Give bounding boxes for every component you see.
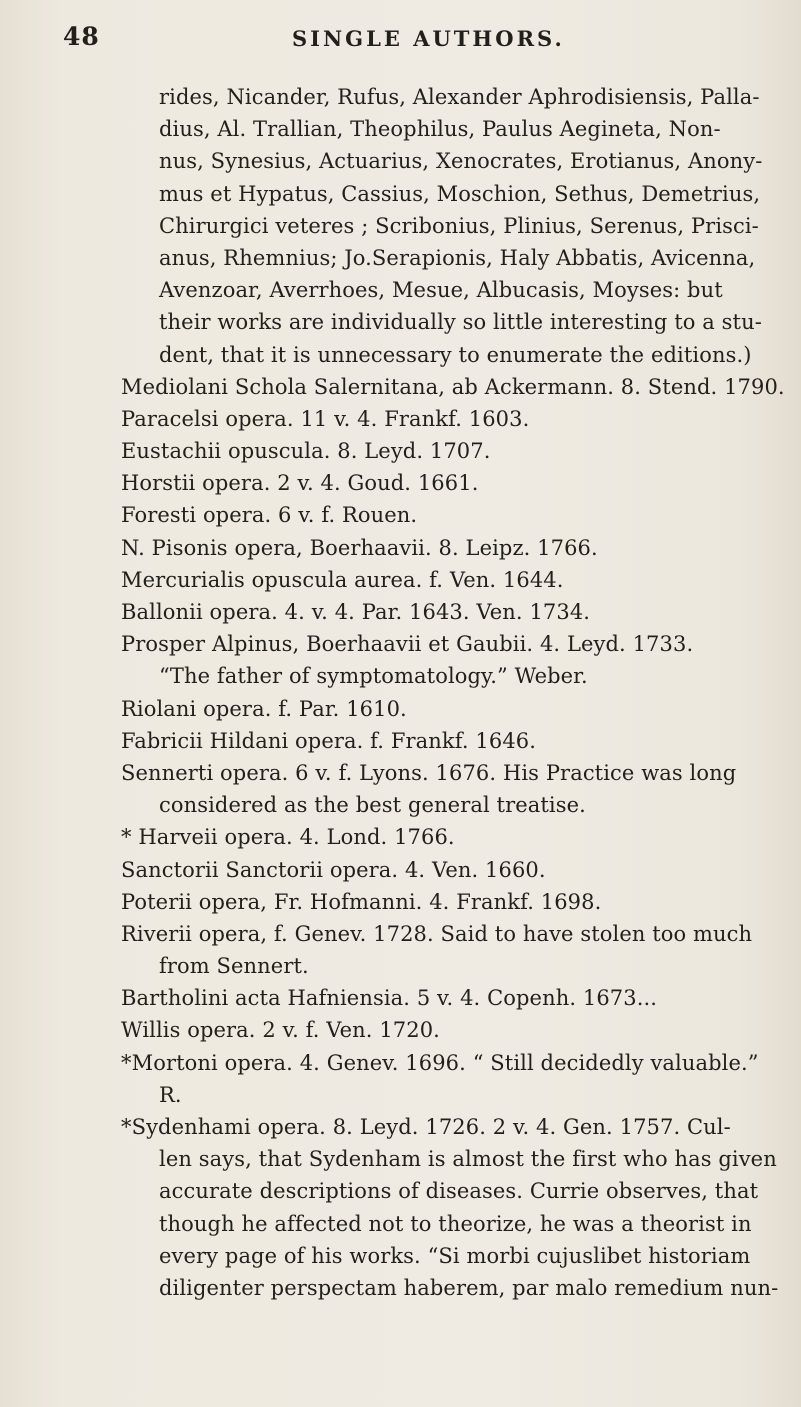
text-line: from Sennert. bbox=[159, 954, 309, 979]
text-line: Chirurgici veteres ; Scribonius, Plinius, Serenus, Prisci- bbox=[159, 213, 759, 238]
text-line: Riolani opera. f. Par. 1610. bbox=[121, 696, 407, 721]
text-line: though he affected not to theorize, he was a theorist in bbox=[159, 1211, 752, 1236]
text-line: Horstii opera. 2 v. 4. Goud. 1661. bbox=[121, 471, 479, 496]
text-line: considered as the best general treatise. bbox=[159, 793, 586, 818]
text-line: * Harveii opera. 4. Lond. 1766. bbox=[121, 825, 455, 850]
text-line: *Mortoni opera. 4. Genev. 1696. “ Still decidedly valuable.” bbox=[121, 1050, 759, 1075]
page-header bbox=[0, 22, 801, 52]
text-line: Riverii opera, f. Genev. 1728. Said to have stolen too much bbox=[121, 921, 753, 946]
text-line: Bartholini acta Hafniensia. 5 v. 4. Copenh. 1673... bbox=[121, 986, 658, 1011]
text-line: *Sydenhami opera. 8. Leyd. 1726. 2 v. 4. Gen. 1757. Cul- bbox=[121, 1115, 731, 1139]
running-head: SINGLE AUTHORS. bbox=[292, 26, 565, 51]
text-line: nus, Synesius, Actuarius, Xenocrates, Erotianus, Anony- bbox=[159, 149, 763, 174]
text-line: anus, Rhemnius; Jo.Serapionis, Haly Abbatis, Avicenna, bbox=[159, 245, 756, 270]
text-line: len says, that Sydenham is almost the first who has given bbox=[159, 1147, 777, 1172]
text-line: Mercurialis opuscula aurea. f. Ven. 1644. bbox=[121, 567, 564, 592]
text-line: Sennerti opera. 6 v. f. Lyons. 1676. His Practice was long bbox=[121, 760, 737, 785]
text-line: Paracelsi opera. 11 v. 4. Frankf. 1603. bbox=[121, 406, 530, 431]
text-line: “The father of symptomatology.” Weber. bbox=[159, 664, 588, 689]
text-line: Willis opera. 2 v. f. Ven. 1720. bbox=[121, 1018, 440, 1043]
text-line: N. Pisonis opera, Boerhaavii. 8. Leipz. 1766. bbox=[121, 535, 598, 560]
text-line: Avenzoar, Averrhoes, Mesue, Albucasis, Moyses: but bbox=[159, 278, 723, 303]
text-line: Ballonii opera. 4. v. 4. Par. 1643. Ven. 1734. bbox=[121, 600, 591, 624]
text-line: dent, that it is unnecessary to enumerate the editions.) bbox=[159, 342, 752, 367]
text-line: every page of his works. “Si morbi cujuslibet historiam bbox=[159, 1243, 751, 1268]
text-line: Poterii opera, Fr. Hofmanni. 4. Frankf. 1698. bbox=[121, 889, 602, 914]
text-line: diligenter perspectam haberem, par malo remedium nun- bbox=[159, 1275, 779, 1300]
text-line: Eustachii opuscula. 8. Leyd. 1707. bbox=[121, 439, 491, 464]
text-line: mus et Hypatus, Cassius, Moschion, Sethus, Demetrius, bbox=[159, 181, 761, 206]
text-line: dius, Al. Trallian, Theophilus, Paulus Aegineta, Non- bbox=[159, 117, 721, 142]
text-line: Mediolani Schola Salernitana, ab Ackermann. 8. Stend. 1790. bbox=[121, 374, 785, 399]
page-number: 48 bbox=[63, 22, 100, 51]
text-line: Prosper Alpinus, Boerhaavii et Gaubii. 4. Leyd. 1733. bbox=[121, 632, 694, 657]
text-line: Fabricii Hildani opera. f. Frankf. 1646. bbox=[121, 728, 537, 753]
text-line: rides, Nicander, Rufus, Alexander Aphrodisiensis, Palla- bbox=[159, 85, 760, 109]
text-line: their works are individually so little interesting to a stu- bbox=[159, 310, 762, 335]
body-text bbox=[121, 81, 789, 1304]
text-line: Foresti opera. 6 v. f. Rouen. bbox=[121, 503, 418, 528]
text-line: Sanctorii Sanctorii opera. 4. Ven. 1660. bbox=[121, 857, 546, 882]
text-line: accurate descriptions of diseases. Currie observes, that bbox=[159, 1179, 759, 1204]
text-line: R. bbox=[159, 1082, 182, 1107]
